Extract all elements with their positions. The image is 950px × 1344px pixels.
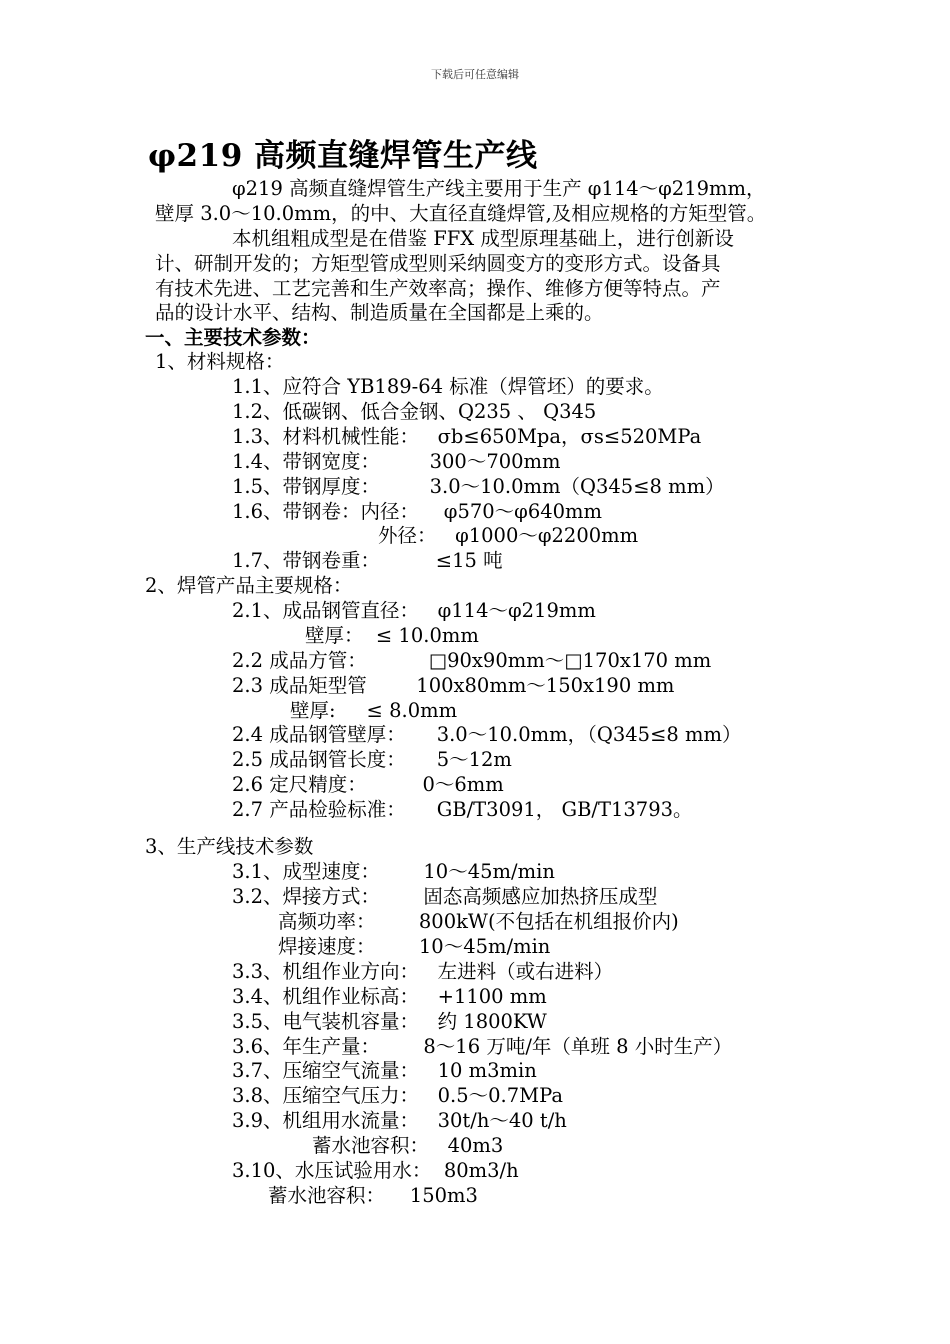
spec-item: 高频功率： 800kW(不包括在机组报价内) <box>278 910 679 933</box>
spec-item: 2.5 成品钢管长度： 5～12m <box>232 748 512 771</box>
intro-line: 计、研制开发的；方矩型管成型则采纳圆变方的变形方式。设备具 <box>155 252 721 275</box>
spec-item: 3.4、机组作业标高： +1100 mm <box>232 985 547 1008</box>
spec-item: 3.1、成型速度： 10～45m/min <box>232 860 555 883</box>
page-header: 下载后可任意编辑 <box>431 68 519 81</box>
spec-item: 2.7 产品检验标准： GB/T3091， GB/T13793。 <box>232 798 693 821</box>
spec-item: 1.6、带钢卷：内径： φ570～φ640mm <box>232 500 603 523</box>
spec-item: 壁厚： ≤ 10.0mm <box>305 624 479 647</box>
spec-item: 3.9、机组用水流量： 30t/h～40 t/h <box>232 1109 567 1132</box>
intro-line: φ219 高频直缝焊管生产线主要用于生产 φ114～φ219mm， <box>232 177 766 200</box>
spec-item: 焊接速度： 10～45m/min <box>278 935 551 958</box>
intro-line: 有技术先进、工艺完善和生产效率高；操作、维修方便等特点。产 <box>155 277 721 300</box>
document-title: φ219 高频直缝焊管生产线 <box>148 138 538 174</box>
spec-item: 蓄水池容积： 40m3 <box>312 1134 504 1157</box>
spec-item: 3.6、年生产量： 8～16 万吨/年（单班 8 小时生产） <box>232 1035 733 1058</box>
intro-line: 本机组粗成型是在借鉴 FFX 成型原理基础上，进行创新设 <box>232 227 734 250</box>
spec-item: 3.2、焊接方式： 固态高频感应加热挤压成型 <box>232 885 658 908</box>
spec-item: 3.10、水压试验用水： 80m3/h <box>232 1159 519 1182</box>
spec-item: 3.8、压缩空气压力： 0.5～0.7MPa <box>232 1084 563 1107</box>
spec-item: 1.5、带钢厚度： 3.0～10.0mm（Q345≤8 mm） <box>232 475 725 498</box>
spec-item: 1.1、应符合 YB189-64 标准（焊管坯）的要求。 <box>232 375 664 398</box>
spec-item: 蓄水池容积： 150m3 <box>268 1184 478 1207</box>
spec-item: 2.4 成品钢管壁厚： 3.0～10.0mm，（Q345≤8 mm） <box>232 723 742 746</box>
spec-item: 2.3 成品矩型管 100x80mm～150x190 mm <box>232 674 675 697</box>
spec-item: 壁厚: ≤ 8.0mm <box>290 699 458 722</box>
spec-item: 外径： φ1000～φ2200mm <box>378 524 639 547</box>
spec-item: 1.2、低碳钢、低合金钢、Q235 、 Q345 <box>232 400 597 423</box>
subsection-heading-products: 2、焊管产品主要规格： <box>145 574 353 597</box>
spec-item: 3.5、电气装机容量： 约 1800KW <box>232 1010 547 1033</box>
spec-item: 1.4、带钢宽度： 300～700mm <box>232 450 561 473</box>
spec-item: 3.3、机组作业方向： 左进料（或右进料） <box>232 960 614 983</box>
spec-item: 3.7、压缩空气流量： 10 m3min <box>232 1059 537 1082</box>
spec-item: 2.1、成品钢管直径： φ114～φ219mm <box>232 599 596 622</box>
subsection-heading-materials: 1、材料规格： <box>155 350 285 373</box>
spec-item: 1.7、带钢卷重： ≤15 吨 <box>232 549 503 572</box>
intro-line: 品的设计水平、结构、制造质量在全国都是上乘的。 <box>155 301 604 324</box>
section-heading-main-params: 一、主要技术参数： <box>145 326 321 349</box>
spec-item: 1.3、材料机械性能： σb≤650Mpa，σs≤520MPa <box>232 425 702 448</box>
spec-item: 2.2 成品方管： □90x90mm～□170x170 mm <box>232 649 712 672</box>
subsection-heading-line-params: 3、生产线技术参数 <box>145 835 314 858</box>
intro-line: 壁厚 3.0～10.0mm，的中、大直径直缝焊管,及相应规格的方矩型管。 <box>155 202 767 225</box>
spec-item: 2.6 定尺精度： 0～6mm <box>232 773 504 796</box>
